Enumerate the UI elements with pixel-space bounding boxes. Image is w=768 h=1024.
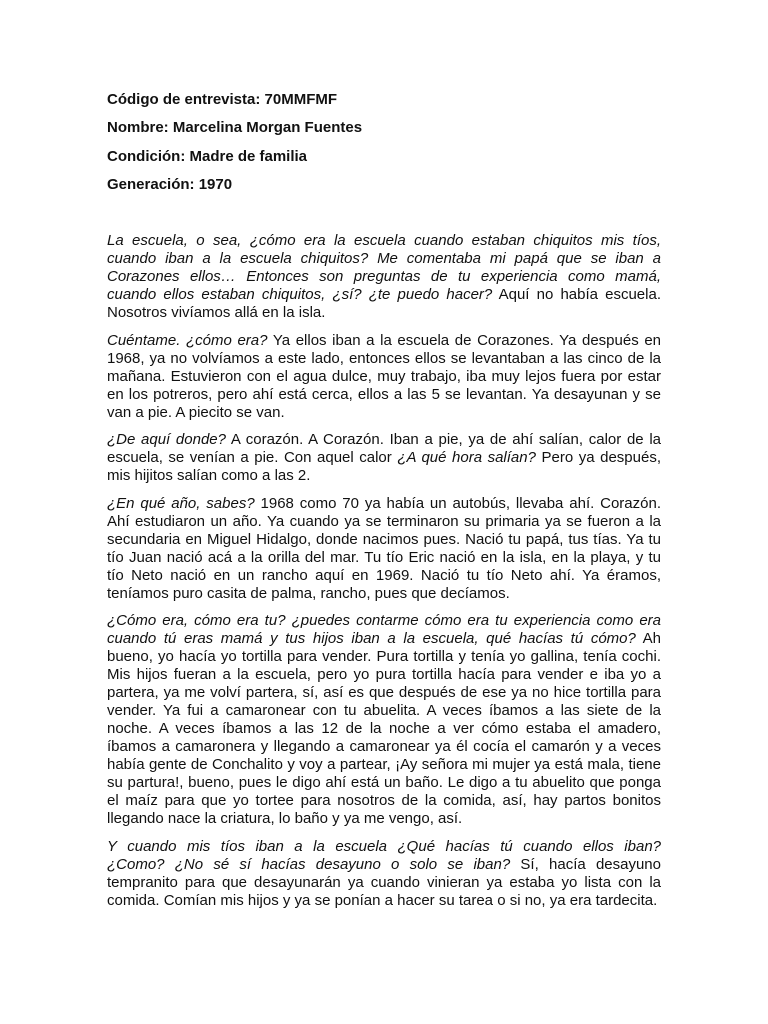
text-line xyxy=(107,232,661,250)
interview-paragraph xyxy=(107,232,661,322)
interviewer-question: ¿De aquí donde? xyxy=(107,431,226,448)
text-line xyxy=(107,874,661,892)
text-line xyxy=(107,531,661,549)
text-line xyxy=(107,386,661,404)
interviewee-answer: Pero ya después, xyxy=(535,449,661,466)
interviewer-question: Corazones ellos… Entonces son preguntas de tu experiencia como mamá, xyxy=(107,268,661,285)
text-line xyxy=(107,810,661,828)
interviewee-answer: escuela, se venían a pie. Con aquel calor xyxy=(107,449,398,466)
interviewee-answer: comida. Comían mis hijos y ya se ponían a hacer su tarea o si no, ya era tardecita. xyxy=(107,891,658,909)
interviewee-answer: partera, ya me volví partera, sí, así es que después de ese ya no hice tortilla para xyxy=(107,684,661,701)
text-line xyxy=(107,684,661,702)
interviewer-question: Y cuando mis tíos iban a la escuela ¿Qué hacías tú cuando ellos iban? xyxy=(107,837,661,855)
interviewee-answer: bueno, yo hacía yo tortilla para vender. Pura tortilla y tenía yo gallina, tenía cochi. xyxy=(107,648,661,665)
interviewee-answer: tío Juan nació acá a la orilla del mar. Tu tío Eric nació en la isla, en la playa, y tu xyxy=(107,548,661,566)
text-line xyxy=(107,268,661,286)
text-line xyxy=(107,332,661,350)
interviewee-generation: Generación: 1970 xyxy=(107,175,233,193)
interviewee-answer: A corazón. A Corazón. Iban a pie, ya de ahí salían, calor de la xyxy=(225,431,662,448)
interviewee-answer: mañana. Estuvieron con el agua dulce, muy trabajo, iba muy lejos fuera por estar xyxy=(107,367,661,385)
interviewee-answer: vender. Ya fui a camaronear con tu abuelita. A veces íbamos a las siete de la xyxy=(107,702,661,719)
interviewee-answer: Ya ellos iban a la escuela de Corazones. Ya después en xyxy=(267,331,662,349)
interviewer-question: Cuéntame. ¿cómo era? xyxy=(107,331,268,349)
interview-code: Código de entrevista: 70MMFMF xyxy=(107,91,338,108)
interviewer-question: ¿En qué año, sabes? xyxy=(107,494,255,512)
interview-paragraph xyxy=(107,495,661,603)
interviewee-answer: teníamos puro casita de palma, rancho, pues que decíamos. xyxy=(107,584,510,602)
interviewee-answer: mis hijitos salían como a las 2. xyxy=(107,467,311,484)
interviewee-answer: secundaria en Miguel Hidalgo, donde nacimos pues. Nació tu papá, tus tías. Ya tu xyxy=(107,530,661,548)
text-line xyxy=(107,449,661,467)
interviewer-question: La escuela, o sea, ¿cómo era la escuela cuando estaban chiquitos mis tíos, xyxy=(107,232,661,249)
interviewee-answer: Mis hijos fueran a la escuela, pero yo pura tortilla hacía para vender e iba yo a xyxy=(107,666,661,683)
interviewee-answer: 1968 como 70 ya había un autobús, llevaba ahí. Corazón. xyxy=(254,494,661,512)
interviewee-answer: íbamos a camaronera y llegando a camaronear ya él cocía el camarón y a veces xyxy=(107,738,661,755)
text-line xyxy=(107,513,661,531)
interviewee-answer: tempranito para que desayunarán ya cuando vinieran ya estaba yo lista con la xyxy=(107,873,661,891)
interviewee-answer: llegando nace la criatura, lo baño y ya me vengo, así. xyxy=(107,810,463,827)
interviewer-question: cuando tú eras mamá y tus hijos iban a la escuela, qué hacías tú cómo? xyxy=(107,630,636,647)
text-line xyxy=(107,549,661,567)
text-line xyxy=(107,350,661,368)
interview-paragraph xyxy=(107,612,661,828)
text-line xyxy=(107,738,661,756)
interviewee-answer: van a pie. A piecito se van. xyxy=(107,403,285,421)
interviewee-answer: el maíz para que yo tortee para nosotros de la comida, así, hay partos bonitos xyxy=(107,792,661,809)
interviewee-answer: Ah xyxy=(635,630,661,647)
interviewee-answer: su partura!, bueno, pues le digo ahí está un baño. Le digo a tu abuelito que ponga xyxy=(107,774,661,791)
interviewer-question: ¿Cómo era, cómo era tu? ¿puedes contarme cómo era tu experiencia como era xyxy=(107,612,661,629)
interviewee-answer: tío Neto nació en un rancho aquí en 1969. Nació tu tío Neto ahí. Ya éramos, xyxy=(107,566,661,584)
interviewee-name: Nombre: Marcelina Morgan Fuentes xyxy=(107,119,363,137)
interview-paragraph xyxy=(107,332,661,422)
text-line xyxy=(107,838,661,856)
text-line xyxy=(107,720,661,738)
interviewer-question: cuando iban a la escuela chiquitos? Me comentaba mi papá que se iban a xyxy=(107,250,661,267)
interview-paragraph xyxy=(107,431,661,485)
text-line xyxy=(107,567,661,585)
text-line xyxy=(107,648,661,666)
text-line xyxy=(107,630,661,648)
text-line xyxy=(107,774,661,792)
interview-paragraph xyxy=(107,838,661,910)
text-line xyxy=(107,666,661,684)
text-line xyxy=(107,286,661,304)
text-line xyxy=(107,250,661,268)
text-line xyxy=(107,368,661,386)
interviewee-answer: en los potreros, pero ahí está cerca, ellos a las 5 se levantan. Ya desayunan y se xyxy=(107,385,661,403)
text-line xyxy=(107,585,661,603)
interviewee-answer: Aquí no había escuela. xyxy=(492,286,661,303)
interviewee-answer: había gente de Conchalito y voy a partear, ¡Ay señora mi mujer ya está mala, tiene xyxy=(107,756,661,773)
text-line xyxy=(107,495,661,513)
interview-header xyxy=(107,91,661,204)
text-line xyxy=(107,467,661,485)
interviewer-question: ¿Como? ¿No sé sí hacías desayuno o solo se iban? xyxy=(107,855,511,873)
text-line xyxy=(107,304,661,322)
text-line xyxy=(107,792,661,810)
interviewee-answer: 1968, ya no volvíamos a este lado, entonces ellos se levantaban a las cinco de la xyxy=(107,349,661,367)
text-line xyxy=(107,892,661,910)
interviewer-question: cuando ellos estaban chiquitos, ¿sí? ¿te puedo hacer? xyxy=(107,286,493,303)
text-line xyxy=(107,431,661,449)
interviewer-question: ¿A qué hora salían? xyxy=(397,449,536,466)
interviewee-answer: Nosotros vivíamos allá en la isla. xyxy=(107,304,326,321)
text-line xyxy=(107,756,661,774)
interviewee-answer: Sí, hacía desayuno xyxy=(510,855,661,873)
text-line xyxy=(107,856,661,874)
text-line xyxy=(107,702,661,720)
interview-body xyxy=(107,232,661,919)
interviewee-answer: Ahí estudiaron un año. Ya cuando ya se terminaron su primaria ya se fueron a la xyxy=(107,512,661,530)
interviewee-answer: noche. A veces íbamos a las 12 de la noche a ver cómo estaba el amadero, xyxy=(107,720,661,737)
text-line xyxy=(107,612,661,630)
text-line xyxy=(107,404,661,422)
interviewee-condition: Condición: Madre de familia xyxy=(107,147,308,165)
